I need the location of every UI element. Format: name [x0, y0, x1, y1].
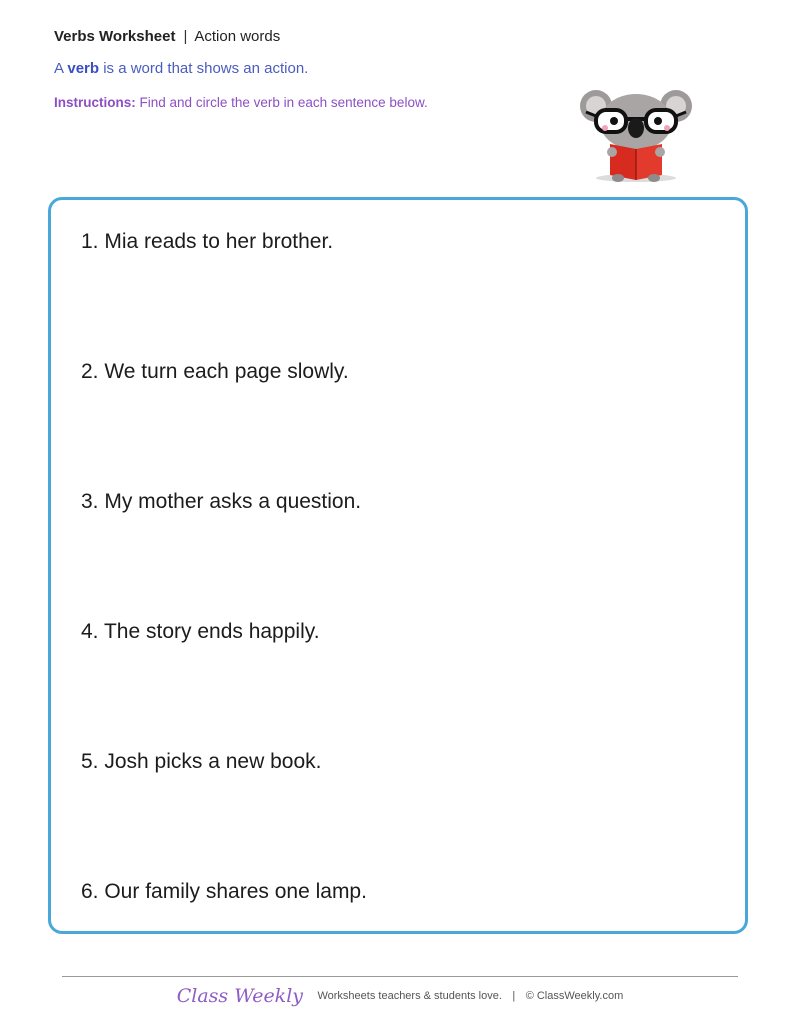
footer-separator: |	[512, 990, 516, 1002]
title-separator: |	[183, 28, 188, 45]
worksheet-title: Verbs Worksheet	[54, 28, 176, 45]
instructions-label: Instructions:	[54, 95, 136, 110]
sentence-3: 3. My mother asks a question.	[81, 490, 362, 513]
worksheet-subtitle: Action words	[194, 28, 281, 45]
footer-tagline: Worksheets teachers & students love.	[317, 990, 502, 1002]
worksheet-header	[54, 28, 280, 45]
brand-logo: Class Weekly	[176, 985, 304, 1007]
verb-definition	[54, 60, 308, 77]
sentence-2: 2. We turn each page slowly.	[81, 360, 349, 383]
title-line	[54, 28, 280, 45]
sentence-6: 6. Our family shares one lamp.	[81, 880, 367, 903]
sentences-box	[48, 197, 748, 934]
koala-reading-book-icon	[574, 86, 698, 186]
sentence-5: 5. Josh picks a new book.	[81, 750, 322, 773]
sentence-1: 1. Mia reads to her brother.	[81, 230, 334, 253]
definition-text: is a word that shows an action.	[103, 60, 309, 77]
sentence-4: 4. The story ends happily.	[81, 620, 320, 643]
instructions	[54, 95, 428, 110]
footer-divider	[62, 976, 738, 977]
definition-prefix: A	[54, 60, 64, 77]
footer	[0, 985, 800, 1007]
footer-copyright: © ClassWeekly.com	[525, 990, 624, 1002]
definition-keyword: verb	[67, 60, 100, 77]
instructions-text: Find and circle the verb in each sentence below.	[139, 95, 428, 110]
